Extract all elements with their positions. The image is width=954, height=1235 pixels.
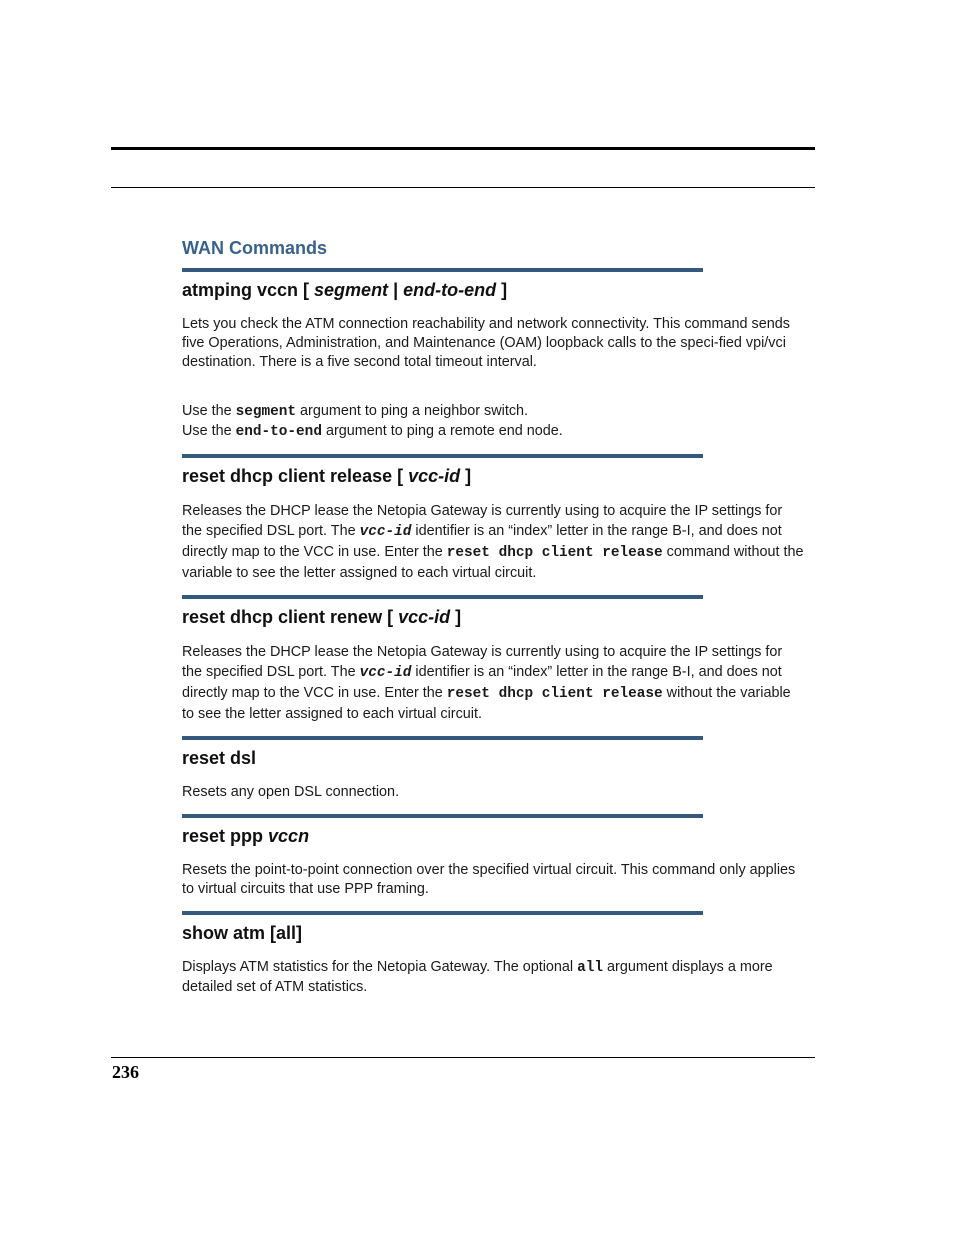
title-text: atmping vccn [	[182, 280, 315, 300]
code-term: all	[577, 960, 604, 976]
title-arg: vccn	[268, 826, 310, 846]
command-description	[182, 501, 804, 583]
command-divider	[182, 814, 703, 818]
usage-line-end-to-end	[182, 422, 804, 442]
text: Use the	[182, 403, 236, 419]
command-description: Lets you check the ATM connection reachability and network connectivity. This command sends five Operations, Administration, and Maintenance (OAM) loopback calls to the speci-fied vpi/vci destination. There is a five second total timeout interval.	[182, 316, 790, 370]
code-term: reset dhcp client release	[446, 686, 663, 702]
command-description	[182, 958, 804, 997]
text: command without the variable to see the letter assigned to each virtual circuit.	[182, 544, 804, 581]
code-term: end-to-end	[235, 424, 322, 440]
text: argument displays a more detailed set of ATM statistics.	[182, 959, 773, 995]
text: argument to ping a remote end node.	[321, 423, 563, 439]
text: identifier is an “index” letter in the range B-I, and does not directly map to the VCC in use. Enter the	[182, 523, 782, 560]
text: without the variable to see the letter assigned to each virtual circuit.	[182, 685, 791, 722]
usage-line-segment	[182, 402, 804, 422]
title-arg: end-to-end	[403, 280, 497, 300]
text: Releases the DHCP lease the Netopia Gateway is currently using to acquire the IP settings for the specified DSL port. The	[182, 503, 783, 539]
text: Releases the DHCP lease the Netopia Gateway is currently using to acquire the IP settings for the specified DSL port. The	[182, 644, 783, 680]
title-arg: segment	[314, 280, 389, 300]
command-divider	[182, 454, 703, 458]
text: identifier is an “index” letter in the range B-I, and does not directly map to the VCC in use. Enter the	[182, 664, 782, 701]
command-title: show atm [all]	[182, 923, 303, 943]
command-description	[182, 642, 804, 724]
title-text: reset dhcp client release [	[182, 466, 409, 486]
code-term: vcc-id	[359, 665, 412, 681]
title-arg: vcc-id	[398, 607, 451, 627]
command-divider	[182, 911, 703, 915]
command-divider	[182, 736, 703, 740]
code-term: reset dhcp client release	[446, 545, 663, 561]
title-text: |	[388, 280, 404, 300]
title-text: reset dhcp client renew [	[182, 607, 399, 627]
text: argument to ping a neighbor switch.	[296, 403, 529, 419]
command-atmping	[182, 268, 804, 442]
command-description: Resets the point-to-point connection over the specified virtual circuit. This command only applies to virtual circuits that use PPP framing.	[182, 862, 796, 897]
command-reset-dsl	[182, 736, 804, 802]
title-text: ]	[496, 280, 508, 300]
header-rule-thin	[111, 187, 815, 188]
title-text: ]	[460, 466, 472, 486]
command-show-atm	[182, 911, 804, 997]
header-rule-thick	[111, 147, 815, 150]
command-reset-dhcp-renew	[182, 595, 804, 724]
text: Use the	[182, 423, 236, 439]
command-title	[182, 825, 804, 847]
command-divider	[182, 268, 703, 272]
title-text: ]	[450, 607, 462, 627]
command-reset-dhcp-release	[182, 454, 804, 583]
command-divider	[182, 595, 703, 599]
command-description: Resets any open DSL connection.	[182, 784, 400, 800]
code-term: vcc-id	[359, 524, 412, 540]
page-content	[182, 236, 804, 1009]
text: Displays ATM statistics for the Netopia Gateway. The optional	[182, 959, 578, 975]
command-title	[182, 465, 804, 487]
title-arg: vcc-id	[408, 466, 461, 486]
command-title	[182, 606, 804, 628]
command-reset-ppp	[182, 814, 804, 899]
section-title: WAN Commands	[182, 238, 328, 258]
footer-rule	[111, 1057, 815, 1058]
command-title	[182, 279, 804, 301]
code-term: segment	[235, 404, 297, 420]
title-text: reset ppp	[182, 826, 269, 846]
page-number: 236	[112, 1062, 139, 1082]
command-title: reset dsl	[182, 748, 257, 768]
